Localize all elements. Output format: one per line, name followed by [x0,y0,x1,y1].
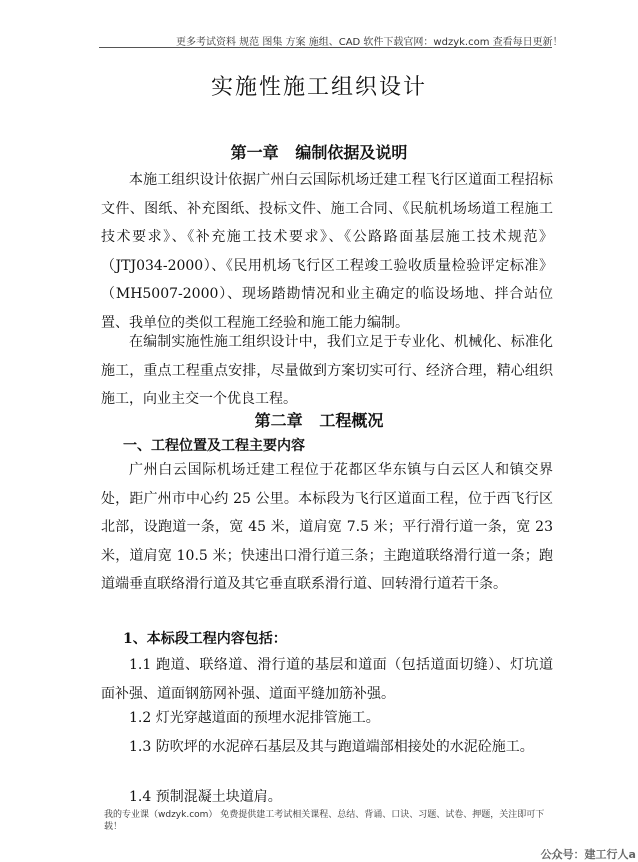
chapter-1-paragraph-2: 在编制实施性施工组织设计中，我们立足于专业化、机械化、标准化施工，重点工程重点安排，尽量做到方案切实可行、经济合理，精心组织施工，向业主交一个优良工程。 [101,334,553,407]
chapter-1-paragraph-1: 本施工组织设计依据广州白云国际机场迁建工程飞行区道面工程招标文件、图纸、补充图纸、投标文件、施工合同、《民航机场场道工程施工技术要求》、《补充施工技术要求》、《公路路面基层施工技术规范》（JTJ034-2000）、《民用机场飞行区工程竣工验收质量检验评定标准》（MH5007-2000）、现场踏勘情况和业主确定的临设场地、拌合站位置、我单位的类似工程施工经验和施工能力编制。 [101,172,553,331]
header-rule [99,47,552,48]
footer-note: 我的专业课（wdzyk.com） 免费提供建工考试相关课程、总结、背诵、口诀、习题、试卷、押题，关注即可下载！ [104,810,545,832]
chapter-2-paragraph-1: 广州白云国际机场迁建工程位于花都区华东镇与白云区人和镇交界处，距广州市中心约 25 公里。本标段为飞行区道面工程，位于西飞行区北部，设跑道一条，宽 45 米，道肩宽 7.5 米；平行滑行道一条，宽 23 米，道肩宽 10.5 米；快速出口滑行道三条；主跑道联络滑行道一条；跑道端垂直联络滑行道及其它垂直联系滑行道、回转滑行道若干条。 [101,462,553,592]
header-download-note: 更多考试资料 规范 图集 方案 施组、CAD 软件下载官网：wdzyk.com 查看每日更新！ [176,37,563,48]
document-title: 实施性施工组织设计 [210,75,427,100]
chapter-2-heading: 第二章 工程概况 [254,411,384,430]
list-item: 1.4 预制混凝土块道肩。 [129,789,282,805]
watermark: 公众号：建工行人a [540,848,636,861]
list-item: 1.2 灯光穿越道面的预埋水泥排管施工。 [129,710,380,726]
section-1-heading: 一、工程位置及工程主要内容 [123,438,305,454]
list-item: 1.1 跑道、联络道、滑行道的基层和道面（包括道面切缝）、灯坑道面补强、道面钢筋网补强、道面平缝加筋补强。 [101,657,553,702]
list-item: 1.3 防吹坪的水泥碎石基层及其与跑道端部相接处的水泥砼施工。 [129,739,534,755]
chapter-1-heading: 第一章 编制依据及说明 [230,143,408,162]
subsection-heading: 1、本标段工程内容包括： [123,631,287,647]
